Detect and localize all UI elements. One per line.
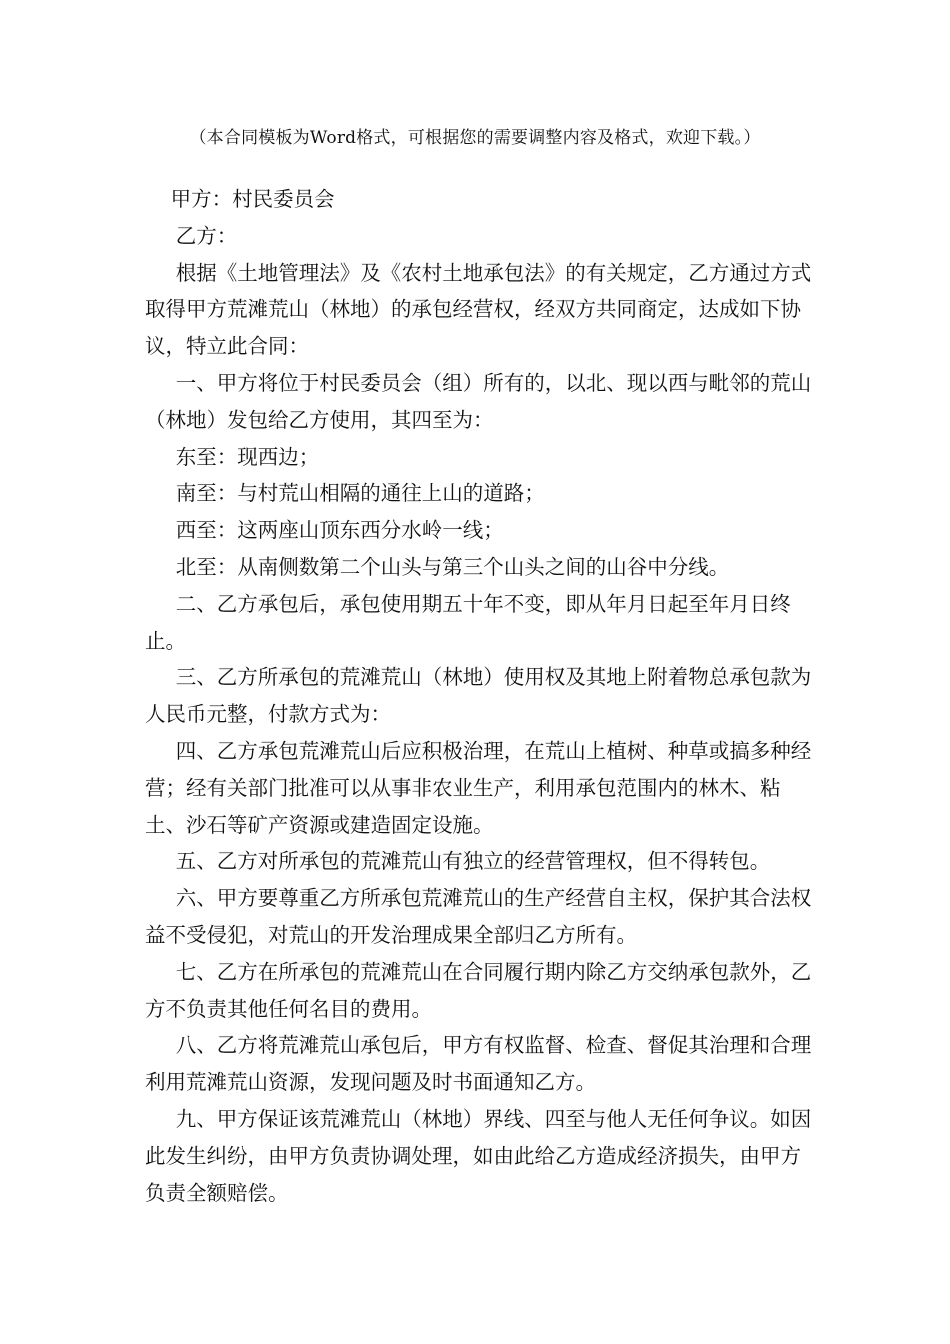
clause-2: 二、乙方承包后，承包使用期五十年不变，即从年月日起至年月日终止。	[145, 591, 791, 653]
clause-6: 六、甲方要尊重乙方所承包荒滩荒山的生产经营自主权，保护其合法权益不受侵犯，对荒山的开发治理成果全部归乙方所有。	[145, 886, 812, 947]
clause-1: 一、甲方将位于村民委员会（组）所有的，以北、现以西与毗邻的荒山（林地）发包给乙方使用，其四至为：	[145, 370, 812, 432]
boundary-west: 西至：这两座山顶东西分水岭一线；	[175, 518, 504, 543]
clause-4: 四、乙方承包荒滩荒山后应积极治理，在荒山上植树、种草或搞多种经营；经有关部门批准可以从事非农业生产，利用承包范围内的林木、粘土、沙石等矿产资源或建造固定设施。	[145, 738, 812, 837]
clause-8: 八、乙方将荒滩荒山承包后，甲方有权监督、检查、督促其治理和合理利用荒滩荒山资源，发现问题及时书面通知乙方。	[145, 1033, 812, 1095]
clause-3: 三、乙方所承包的荒滩荒山（林地）使用权及其地上附着物总承包款为人民币元整，付款方式为：	[145, 665, 812, 727]
boundary-east: 东至：现西边；	[175, 444, 320, 469]
clause-7: 七、乙方在所承包的荒滩荒山在合同履行期内除乙方交纳承包款外，乙方不负责其他任何名目的费用。	[145, 959, 812, 1021]
clause-5: 五、乙方对所承包的荒滩荒山有独立的经营管理权，但不得转包。	[175, 849, 771, 874]
preamble-paragraph: 根据《土地管理法》及《农村土地承包法》的有关规定，乙方通过方式取得甲方荒滩荒山（林地）的承包经营权，经双方共同商定，达成如下协议，特立此合同：	[145, 260, 812, 359]
boundary-north: 北至：从南侧数第二个山头与第三个山头之间的山谷中分线。	[175, 554, 730, 579]
boundary-south: 南至：与村荒山相隔的通往上山的道路；	[175, 481, 545, 506]
contract-body	[145, 181, 815, 1211]
clause-9: 九、甲方保证该荒滩荒山（林地）界线、四至与他人无任何争议。如因此发生纠纷，由甲方负责协调处理，如由此给乙方造成经济损失，由甲方负责全额赔偿。	[145, 1106, 812, 1205]
party-a-line: 甲方：村民委员会	[170, 187, 335, 211]
party-b-line: 乙方：	[175, 223, 238, 248]
template-note: （本合同模板为Word格式，可根据您的需要调整内容及格式，欢迎下载。）	[189, 128, 761, 148]
